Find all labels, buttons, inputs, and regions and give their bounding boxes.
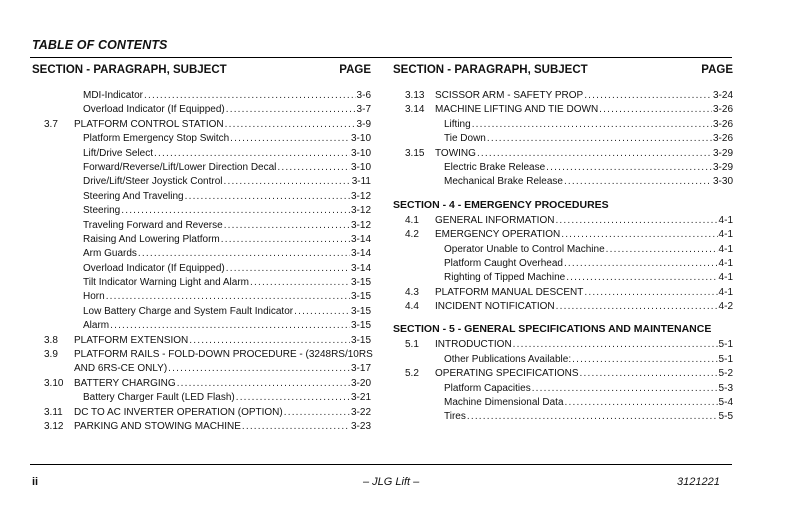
column-header [32, 64, 371, 80]
toc-entry-number: 3.15 [405, 147, 425, 159]
toc-entry-title: Tires [444, 411, 466, 423]
toc-entry-number: 3.7 [44, 118, 58, 130]
toc-entry-number: 3.10 [44, 377, 64, 389]
toc-entry-title: Other Publications Available: [444, 353, 572, 365]
toc-entry-page: 3-15 [350, 320, 371, 332]
toc-entry[interactable] [393, 103, 733, 117]
dot-leader [564, 257, 718, 271]
toc-entry-page: 4-2 [718, 301, 733, 313]
toc-entry-number: 5.2 [405, 368, 419, 380]
toc-entry-page: 4-1 [718, 229, 733, 241]
toc-entry-page: 3-14 [350, 233, 371, 245]
toc-entry-title: Alarm [83, 320, 110, 332]
dot-leader [565, 396, 718, 410]
toc-entry[interactable] [32, 420, 371, 434]
column-header-subject: SECTION - PARAGRAPH, SUBJECT [32, 64, 227, 76]
dot-leader [606, 243, 718, 257]
dot-leader [185, 190, 350, 204]
toc-entry[interactable] [32, 334, 371, 348]
toc-entry-title: Electric Brake Release [444, 161, 546, 173]
toc-entry-page: 3-24 [712, 90, 733, 101]
toc-entry-page: 3-12 [350, 205, 371, 217]
dot-leader [189, 334, 350, 348]
dot-leader [110, 319, 350, 333]
toc-entry[interactable] [393, 300, 733, 314]
toc-entry-title: Operator Unable to Control Machine [444, 243, 605, 255]
toc-entry-title: Overload Indicator (If Equipped) [83, 262, 225, 274]
toc-entry-page: 3-21 [350, 392, 371, 404]
toc-entry[interactable] [393, 175, 733, 189]
toc-entry[interactable] [393, 89, 733, 103]
toc-entry[interactable] [393, 243, 733, 257]
toc-entry-title: Steering [83, 205, 121, 217]
toc-entry-page: 5-1 [718, 353, 733, 365]
toc-entry-title: Platform Capacities [444, 382, 531, 394]
toc-entry-page: 3-14 [350, 248, 371, 260]
toc-entry[interactable] [32, 305, 371, 319]
toc-entry-page: 3-15 [350, 291, 371, 303]
toc-entry-page: 3-7 [356, 104, 371, 116]
dot-leader [566, 271, 717, 285]
toc-entry[interactable] [32, 175, 371, 189]
dot-leader [226, 262, 350, 276]
toc-entry-title: BATTERY CHARGING [74, 377, 176, 389]
dot-leader [564, 175, 712, 189]
footer-doc-number: 3121221 [677, 476, 720, 488]
toc-entry-page: 3-23 [350, 420, 371, 432]
toc-entry[interactable] [393, 228, 733, 242]
toc-entry-page: 3-22 [350, 406, 371, 418]
toc-entry[interactable] [393, 286, 733, 300]
toc-entry[interactable] [32, 362, 371, 376]
dot-leader [546, 161, 712, 175]
toc-entry[interactable] [393, 367, 733, 381]
toc-entry[interactable] [393, 338, 733, 352]
toc-entry[interactable] [393, 118, 733, 132]
toc-entry-page: 3-11 [351, 176, 371, 188]
dot-leader [580, 367, 718, 381]
toc-entry[interactable] [32, 391, 371, 405]
toc-entry[interactable] [393, 271, 733, 285]
toc-entry[interactable] [32, 377, 371, 391]
toc-entry-page: 3-12 [350, 219, 371, 231]
toc-entry-title: Machine Dimensional Data [444, 397, 564, 409]
toc-entry-page: 3-29 [712, 147, 733, 159]
footer-publisher: – JLG Lift – [363, 476, 420, 488]
page-title: TABLE OF CONTENTS [32, 38, 168, 52]
toc-entry-title: PLATFORM MANUAL DESCENT [435, 286, 584, 298]
toc-entry-page: 3-17 [350, 363, 371, 375]
toc-entry-page: 5-1 [718, 339, 733, 351]
toc-entry[interactable] [393, 396, 733, 410]
column-header-page: PAGE [701, 64, 733, 76]
dot-leader [556, 300, 718, 314]
toc-entry[interactable] [32, 118, 371, 132]
dot-leader [572, 353, 717, 367]
toc-entry[interactable] [32, 204, 371, 218]
dot-leader [561, 228, 717, 242]
toc-entry-number: 3.8 [44, 334, 58, 346]
toc-entry-number: 3.11 [44, 406, 63, 418]
toc-entry[interactable] [393, 161, 733, 175]
dot-leader [106, 290, 350, 304]
dot-leader [224, 219, 350, 233]
toc-entry[interactable] [32, 276, 371, 290]
toc-entry-page: 3-10 [350, 161, 371, 173]
dot-leader [177, 377, 350, 391]
dot-leader [154, 147, 350, 161]
toc-entry-title: Platform Caught Overhead [444, 257, 563, 269]
toc-entry[interactable] [32, 219, 371, 233]
toc-entry-page: 5-3 [718, 382, 733, 394]
toc-entry-page: 4-1 [718, 214, 733, 226]
toc-entry-title: Overload Indicator (If Equipped) [83, 104, 225, 116]
section-heading-4: SECTION - 4 - EMERGENCY PROCEDURES [393, 198, 609, 211]
toc-entry-title: PLATFORM EXTENSION [74, 334, 189, 346]
toc-entry-page: 3-15 [350, 277, 371, 289]
toc-entry-title: Forward/Reverse/Lift/Lower Direction Decal [83, 161, 277, 173]
toc-entry[interactable] [32, 406, 371, 420]
toc-entry[interactable] [393, 257, 733, 271]
toc-entry[interactable] [32, 247, 371, 261]
toc-entry-title: SCISSOR ARM - SAFETY PROP [435, 90, 584, 101]
toc-entry-title: GENERAL INFORMATION [435, 214, 555, 226]
dot-leader [555, 214, 717, 228]
toc-entry-page: 4-1 [718, 257, 733, 269]
toc-entry-title: EMERGENCY OPERATION [435, 229, 561, 241]
toc-entry-page: 3-20 [350, 377, 371, 389]
toc-entry-title: INCIDENT NOTIFICATION [435, 301, 555, 313]
toc-entry-page: 3-26 [712, 133, 733, 145]
toc-entry[interactable] [32, 190, 371, 204]
dot-leader [138, 247, 350, 261]
dot-leader [277, 161, 350, 175]
toc-right-entries-section-3 [393, 89, 733, 190]
toc-entry-title: MDI-Indicator [83, 90, 144, 101]
dot-leader [487, 132, 712, 146]
toc-entry-number: 4.4 [405, 301, 419, 313]
toc-entry[interactable] [32, 233, 371, 247]
dot-leader [294, 305, 350, 319]
footer-page-number: ii [32, 476, 39, 488]
toc-entry[interactable] [393, 132, 733, 146]
section-heading-5: SECTION - 5 - GENERAL SPECIFICATIONS AND MAINTENANCE [393, 323, 712, 336]
toc-entry[interactable] [32, 161, 371, 175]
toc-entry-page: 3-26 [712, 118, 733, 130]
toc-entry-title: TOWING [435, 147, 476, 159]
toc-entry-title: Righting of Tipped Machine [444, 272, 566, 284]
toc-entry-page: 3-14 [350, 262, 371, 274]
toc-entry-title: Battery Charger Fault (LED Flash) [83, 392, 235, 404]
toc-entry-title: Traveling Forward and Reverse [83, 219, 223, 231]
toc-entry-title: Arm Guards [83, 248, 137, 260]
toc-entry-page: 5-4 [718, 397, 733, 409]
header-divider [30, 57, 732, 58]
toc-entry[interactable] [393, 214, 733, 228]
toc-entry-title: Drive/Lift/Steer Joystick Control [83, 176, 223, 188]
toc-entry-number: 3.14 [405, 104, 425, 116]
toc-entry[interactable] [32, 290, 371, 304]
dot-leader [230, 132, 350, 146]
toc-entry[interactable] [32, 89, 371, 103]
dot-leader [513, 338, 718, 352]
toc-entry[interactable] [32, 132, 371, 146]
toc-left-column [32, 64, 371, 434]
toc-entry[interactable] [393, 410, 733, 424]
toc-entry[interactable] [32, 103, 371, 117]
toc-entry-page: 3-10 [350, 147, 371, 159]
toc-entry-title: Lifting [444, 118, 471, 130]
toc-entry-number: 3.12 [44, 420, 64, 432]
toc-entry-title: Steering And Traveling [83, 190, 184, 202]
dot-leader [226, 103, 356, 117]
toc-entry-number: 3.13 [405, 90, 425, 101]
toc-entry-page: 3-26 [712, 104, 733, 116]
dot-leader [584, 89, 712, 103]
toc-entry-page: 4-1 [718, 243, 733, 255]
dot-leader [472, 118, 712, 132]
toc-entry-title: Tie Down [444, 133, 486, 145]
dot-leader [584, 286, 717, 300]
toc-entry-title: PLATFORM RAILS - FOLD-DOWN PROCEDURE - (3248RS/10RS [74, 349, 373, 361]
column-header-subject: SECTION - PARAGRAPH, SUBJECT [393, 64, 588, 76]
toc-entry-title: Platform Emergency Stop Switch [83, 133, 230, 145]
column-header-page: PAGE [339, 64, 371, 76]
toc-entry-page: 3-9 [356, 118, 371, 130]
toc-entry-title: Mechanical Brake Release [444, 176, 563, 188]
dot-leader [477, 147, 712, 161]
toc-entry-page: 3-15 [350, 305, 371, 317]
toc-entry-number: 5.1 [405, 339, 419, 351]
toc-entry-page: 3-29 [712, 161, 733, 173]
dot-leader [221, 233, 350, 247]
toc-entry-page: 5-5 [718, 411, 733, 423]
toc-entry-number: 4.2 [405, 229, 419, 241]
dot-leader [467, 410, 718, 424]
toc-entry-title: PARKING AND STOWING MACHINE [74, 420, 241, 432]
dot-leader [168, 362, 350, 376]
toc-entry-page: 4-1 [718, 272, 733, 284]
toc-entry[interactable] [32, 147, 371, 161]
toc-entry-number: 3.9 [44, 349, 58, 361]
toc-entry[interactable] [32, 319, 371, 333]
toc-entry-title: Lift/Drive Select [83, 147, 154, 159]
dot-leader [144, 89, 356, 103]
toc-entry-title: Low Battery Charge and System Fault Indicator [83, 305, 294, 317]
toc-entry-title: INTRODUCTION [435, 339, 512, 351]
toc-entry[interactable] [32, 262, 371, 276]
toc-entry-page: 3-30 [712, 176, 733, 188]
toc-entry-page: 5-2 [718, 368, 733, 380]
dot-leader [224, 175, 351, 189]
toc-section-5-entries [393, 338, 733, 424]
dot-leader [242, 420, 350, 434]
footer-divider [30, 464, 732, 465]
dot-leader [121, 204, 350, 218]
dot-leader [250, 276, 350, 290]
toc-entry[interactable] [393, 353, 733, 367]
toc-entry-title: Tilt Indicator Warning Light and Alarm [83, 277, 250, 289]
toc-entry-title: PLATFORM CONTROL STATION [74, 118, 224, 130]
dot-leader [284, 406, 350, 420]
dot-leader [532, 382, 718, 396]
toc-entry-title: AND 6RS-CE ONLY) [74, 363, 168, 375]
toc-entry-title: OPERATING SPECIFICATIONS [435, 368, 579, 380]
dot-leader [225, 118, 356, 132]
toc-entry-title: Horn [83, 291, 105, 303]
toc-entry-title: MACHINE LIFTING AND TIE DOWN [435, 104, 599, 116]
toc-entry-number: 4.3 [405, 286, 419, 298]
toc-entry[interactable] [393, 147, 733, 161]
toc-entry-page: 3-6 [356, 90, 371, 101]
toc-entry-title: DC TO AC INVERTER OPERATION (OPTION) [74, 406, 283, 418]
toc-entry-page: 3-10 [350, 133, 371, 145]
toc-entry-page: 3-12 [350, 190, 371, 202]
toc-entry-number: 4.1 [405, 214, 419, 226]
toc-entry-page: 4-1 [718, 286, 733, 298]
dot-leader [599, 103, 712, 117]
column-header [393, 64, 733, 80]
dot-leader [236, 391, 350, 405]
toc-entry[interactable] [393, 382, 733, 396]
toc-section-4-entries [393, 214, 733, 315]
toc-entry-title: Raising And Lowering Platform [83, 233, 220, 245]
toc-entry[interactable] [32, 348, 371, 362]
toc-entry-page: 3-15 [350, 334, 371, 346]
toc-right-column [393, 64, 733, 425]
toc-left-entries [32, 89, 371, 434]
